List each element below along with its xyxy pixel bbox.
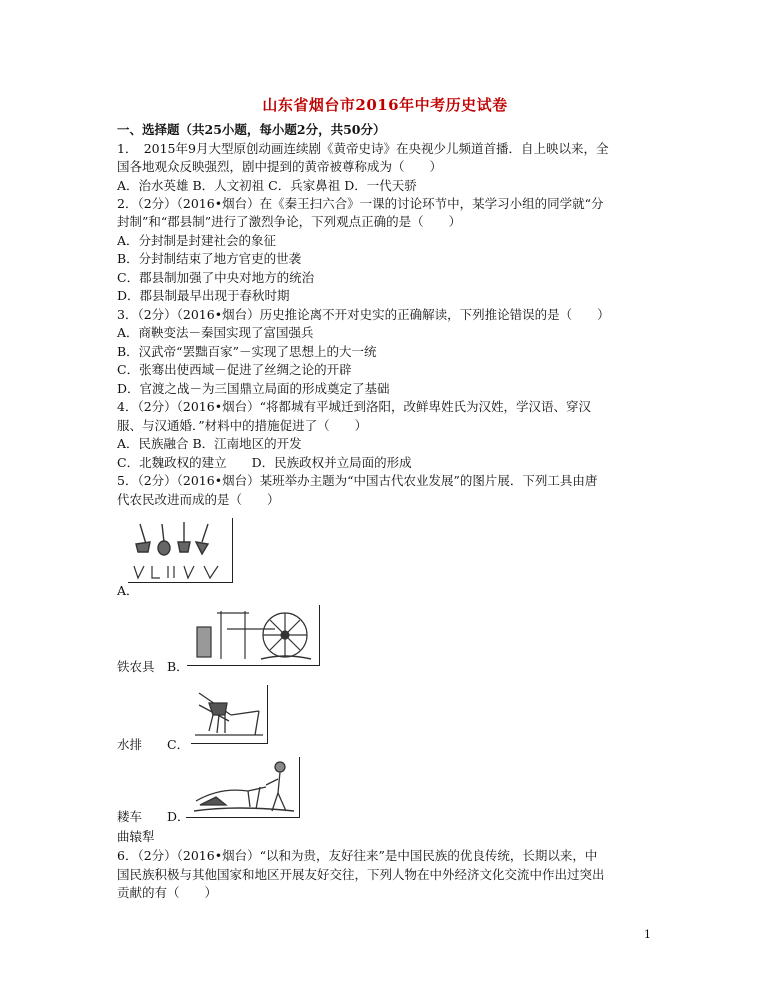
water-bellows-figure <box>187 605 320 666</box>
text-line: 2．（2分）（2016•烟台）在《秦王扫六合》一课的讨论环节中，某学习小组的同学就“分 <box>117 196 604 211</box>
text-line: A．分封制是封建社会的象征 <box>117 233 277 248</box>
text-line: C．北魏政权的建立 D．民族政权并立局面的形成 <box>117 455 412 470</box>
text-line: 代农民改进而成的是（ ） <box>117 492 280 507</box>
text-line: 国民族积极与其他国家和地区开展友好交往，下列人物在中外经济文化交流中作出过突出 <box>117 867 605 882</box>
text-line: 封制”和“郡县制”进行了激烈争论，下列观点正确的是（ ） <box>117 214 462 229</box>
option-label: 曲辕犁 <box>117 829 155 844</box>
text-line: 国各地观众反映强烈，剧中提到的黄帝被尊称成为（ ） <box>117 159 443 174</box>
text-line: 服、与汉通婚．”材料中的措施促进了（ ） <box>117 418 368 433</box>
text-line: 4．（2分）（2016•烟台）“将都城有平城迁到洛阳，改鲜卑姓氏为汉姓，学汉语、穿汉 <box>117 399 591 414</box>
text-line: A．商鞅变法－秦国实现了富国强兵 <box>117 325 314 340</box>
iron-tools-figure <box>128 518 233 583</box>
text-line: 贡献的有（ ） <box>117 885 218 900</box>
text-line: C．郡县制加强了中央对地方的统治 <box>117 270 315 285</box>
page-title: 山东省烟台市2016年中考历史试卷 <box>262 96 508 114</box>
text-line: C．张骞出使西域－促进了丝绸之论的开辟 <box>117 362 352 377</box>
text-line: B．分封制结束了地方官吏的世袭 <box>117 251 302 266</box>
option-label: 铁农具 B． <box>117 659 189 674</box>
text-line: B．汉武帝“罢黜百家”－实现了思想上的大一统 <box>117 344 377 359</box>
option-label: 耧车 D． <box>117 809 190 824</box>
text-line: 3．（2分）（2016•烟台）历史推论离不开对史实的正确解读，下列推论错误的是（ ） <box>117 307 610 322</box>
page-number: 1 <box>644 928 651 941</box>
section-heading: 一、选择题（共25小题，每小题2分，共50分） <box>117 122 386 137</box>
text-line: A．民族融合 B．江南地区的开发 <box>117 436 302 451</box>
option-label: 水排 C． <box>117 737 190 752</box>
text-line: 5．（2分）（2016•烟台）某班举办主题为“中国古代农业发展”的图片展．下列工具由唐 <box>117 473 598 488</box>
option-label: A． <box>117 583 139 598</box>
text-line: D．官渡之战－为三国鼎立局面的形成奠定了基础 <box>117 381 390 396</box>
text-line: A．治水英雄 B．人文初祖 C．兵家鼻祖 D．一代天骄 <box>117 178 417 193</box>
text-line: D．郡县制最早出现于春秋时期 <box>117 288 290 303</box>
text-line: 1． 2015年9月大型原创动画连续剧《黄帝史诗》在央视少儿频道首播．自上映以来，全 <box>117 141 609 156</box>
text-line: 6．（2分）（2016•烟台）“以和为贵，友好往来”是中国民族的优良传统，长期以来，中 <box>117 848 598 863</box>
